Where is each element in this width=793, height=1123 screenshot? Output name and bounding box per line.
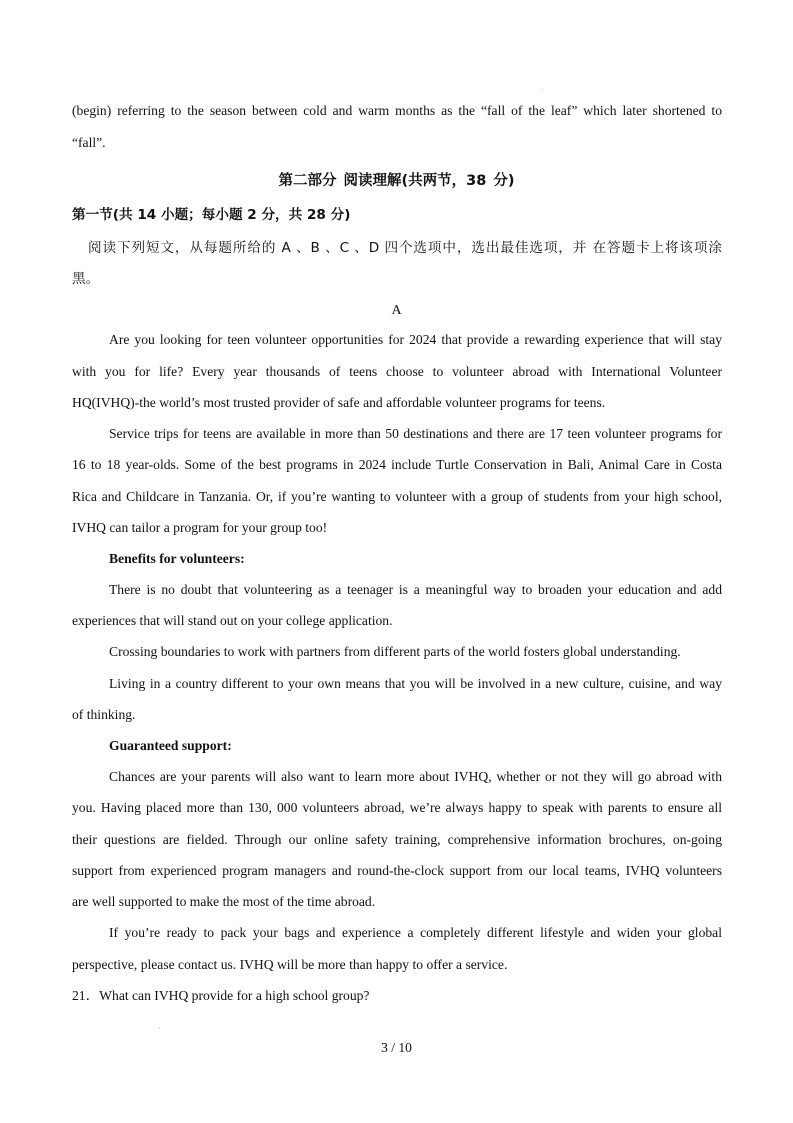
passage-line: Service trips for teens are available in more than 50 destinations and there are 17 teen volunteer programs for [109, 426, 722, 441]
passage-line: their questions are fielded. Through our online safety training, comprehensive information brochures, on-going [72, 832, 722, 847]
passage-line: are well supported to make the most of the time abroad. [72, 894, 376, 909]
passage-line: Living in a country different to your own means that you will be involved in a new culture, cuisine, and way [109, 676, 722, 691]
passage-line: There is no doubt that volunteering as a teenager is a meaningful way to broaden your education and add [109, 582, 722, 597]
support-heading: Guaranteed support: [109, 738, 232, 753]
subsection-heading: 第一节(共 14 小题；每小题 2 分，共 28 分) [72, 207, 351, 223]
passage-line: Are you looking for teen volunteer opportunities for 2024 that provide a rewarding experience that will stay [109, 332, 722, 347]
passage-line: experiences that will stand out on your college application. [72, 613, 393, 628]
question-21: 21．What can IVHQ provide for a high school group? [72, 988, 370, 1003]
instruction-line-2: 黑。 [72, 271, 100, 287]
passage-line: you. Having placed more than 130, 000 volunteers abroad, we’re always happy to speak with parents to ensure all [72, 800, 722, 815]
passage-label: A [391, 303, 402, 318]
passage-line: with you for life? Every year thousands of teens choose to volunteer abroad with International Volunteer [72, 364, 722, 379]
benefits-heading: Benefits for volunteers: [109, 551, 245, 566]
passage-line: support from experienced program managers and round-the-clock support from our local teams, IVHQ volunteers [72, 863, 722, 878]
passage-line: HQ(IVHQ)-the world’s most trusted provider of safe and affordable volunteer programs for teens. [72, 395, 606, 410]
passage-line: If you’re ready to pack your bags and experience a completely different lifestyle and widen your global [109, 925, 722, 940]
continuation-line-2: “fall”. [72, 135, 106, 150]
instruction-line-1: 阅读下列短文，从每题所给的 A 、B 、C 、D 四个选项中，选出最佳选项，并 在答题卡上将该项涂 [88, 240, 722, 256]
passage-line: 16 to 18 year-olds. Some of the best programs in 2024 include Turtle Conservation in Bali, Animal Care in Costa [72, 457, 722, 472]
page-number: 3 / 10 [381, 1040, 412, 1055]
passage-line: Chances are your parents will also want to learn more about IVHQ, whether or not they will go abroad with [109, 769, 722, 784]
section-title: 第二部分 阅读理解(共两节，38 分) [278, 173, 515, 189]
scan-speck: · [158, 1024, 161, 1033]
passage-line: of thinking. [72, 707, 136, 722]
scan-speck: · [541, 86, 544, 95]
passage-line: perspective, please contact us. IVHQ will be more than happy to offer a service. [72, 957, 508, 972]
continuation-line-1: (begin) referring to the season between cold and warm months as the “fall of the leaf” which later shortened to [72, 103, 722, 118]
passage-line: Crossing boundaries to work with partners from different parts of the world fosters global understanding. [109, 644, 681, 659]
passage-line: IVHQ can tailor a program for your group too! [72, 520, 328, 535]
passage-line: Rica and Childcare in Tanzania. Or, if you’re wanting to volunteer with a group of students from your high school, [72, 489, 722, 504]
